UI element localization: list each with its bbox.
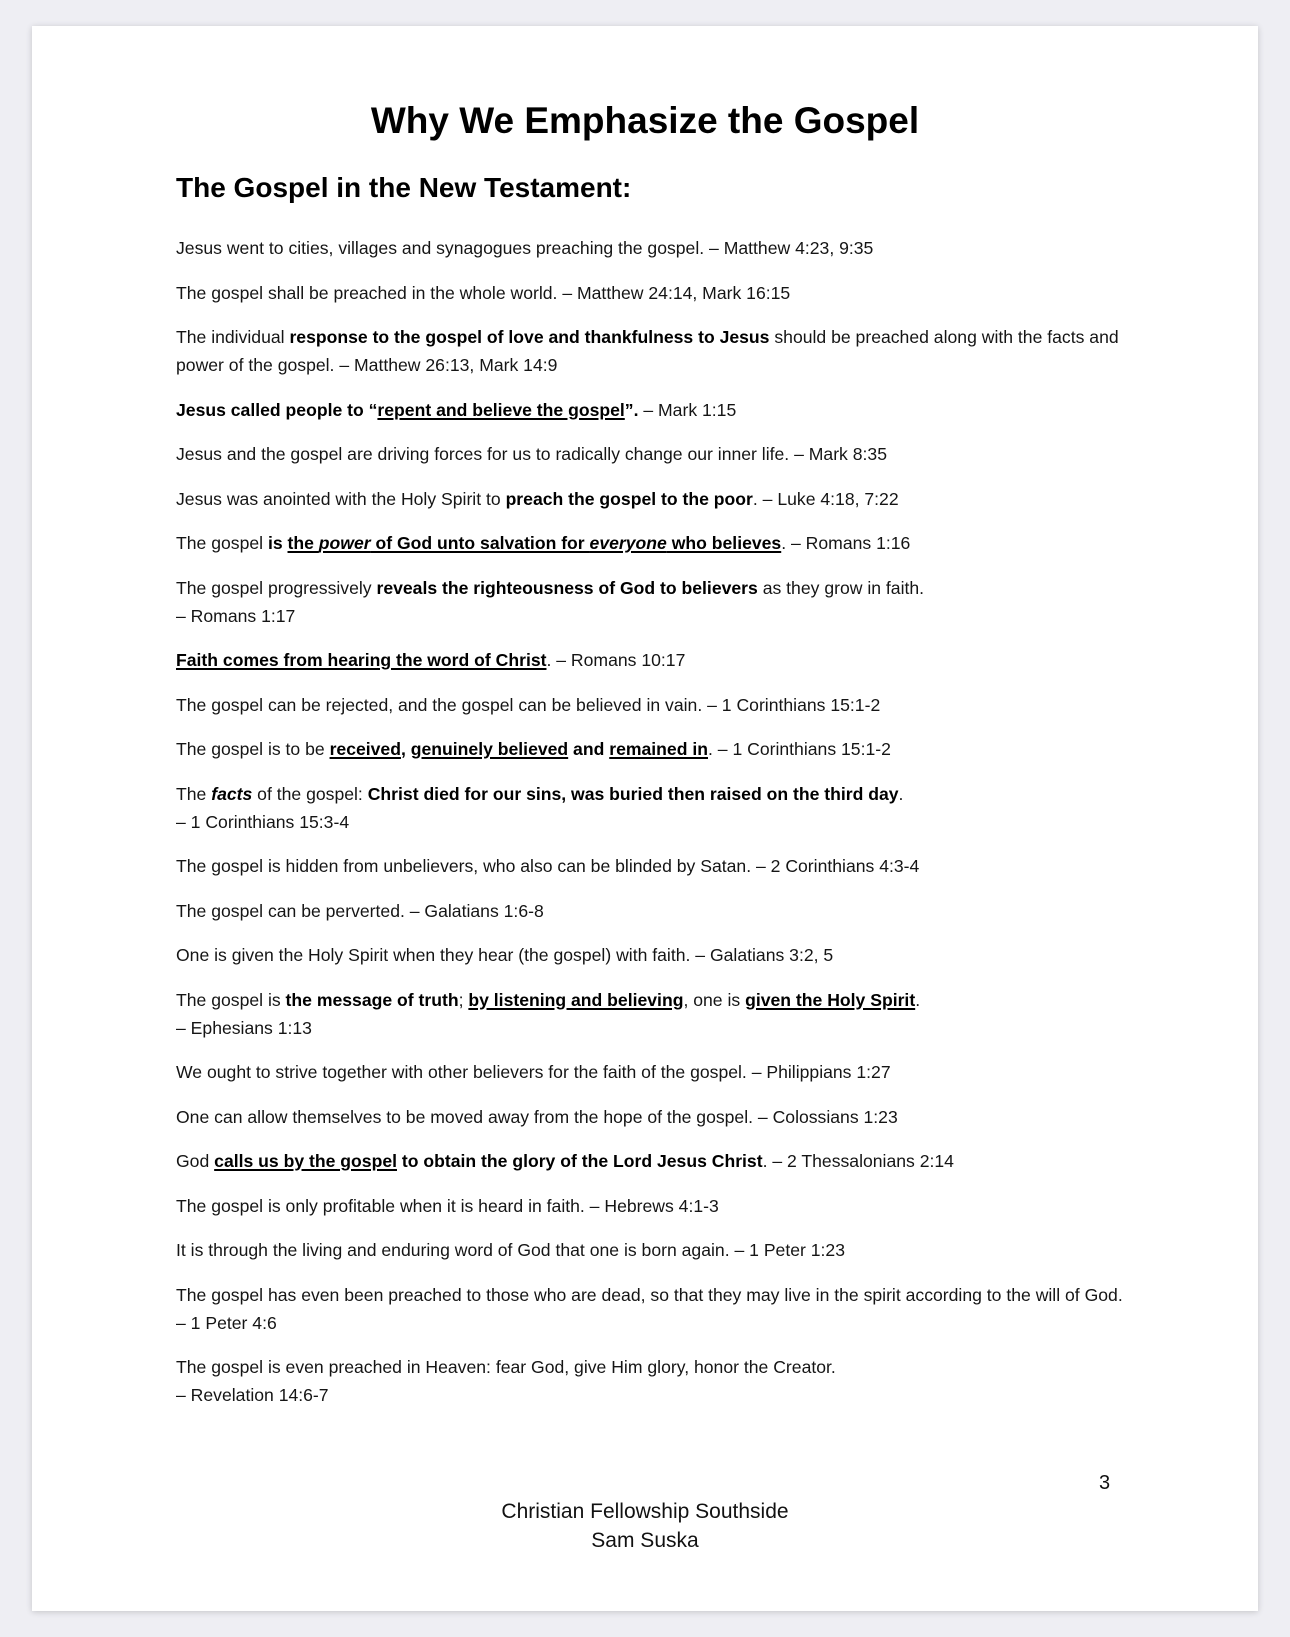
verse-emphasis: , — [400, 739, 411, 759]
verse-text: should be preached along with the facts and power of the gospel. – Matthew 26:13, Mark 14:9 — [176, 327, 1119, 375]
verse-emphasis-italic: power — [318, 533, 371, 553]
verse-text: The gospel — [176, 533, 268, 553]
verse-reference: . – Romans 10:17 — [546, 650, 686, 670]
document-title: Why We Emphasize the Gospel — [370, 100, 920, 141]
verse-text: The gospel is hidden from unbelievers, who also can be blinded by Satan. – 2 Corinthians 4:3-4 — [176, 856, 920, 876]
section-heading: The Gospel in the New Testament: — [176, 172, 632, 203]
verse-emphasis-underlined: of God unto salvation for — [370, 533, 590, 553]
verse-text: Jesus was anointed with the Holy Spirit to — [176, 488, 506, 509]
verse-text: One is given the Holy Spirit when they hear (the gospel) with faith. – Galatians 3:2, 5 — [176, 945, 834, 965]
verse-item — [176, 1192, 1126, 1220]
footer-author: Sam Suska — [591, 1529, 699, 1552]
verse-emphasis-underlined: received — [329, 739, 401, 759]
verse-item — [176, 323, 1126, 379]
verse-text: . — [898, 783, 904, 804]
verse-emphasis-underlined: remained in — [609, 739, 708, 759]
verse-item — [176, 780, 1126, 836]
verse-reference: – Mark 1:15 — [638, 399, 737, 420]
verse-emphasis-underlined: repent and believe the gospel — [377, 399, 625, 420]
verse-reference: – Ephesians 1:13 — [176, 1017, 312, 1038]
document-page — [32, 26, 1258, 1611]
verse-item — [176, 485, 1126, 513]
verse-emphasis: ”. — [624, 399, 639, 420]
verse-list — [176, 234, 1126, 1426]
verse-item — [176, 279, 1126, 307]
verse-item — [176, 440, 1126, 468]
verse-reference: – Revelation 14:6-7 — [176, 1385, 329, 1405]
verse-text: The gospel is only profitable when it is heard in faith. – Hebrews 4:1-3 — [176, 1195, 719, 1216]
verse-text: The gospel is to be — [176, 739, 330, 759]
verse-text: The gospel progressively — [176, 577, 377, 598]
verse-item — [176, 941, 1126, 969]
verse-emphasis: and — [568, 739, 610, 759]
verse-text: The — [176, 783, 212, 804]
verse-emphasis: Jesus called people to “ — [176, 399, 378, 420]
verse-emphasis: reveals the righteousness of God to believers — [376, 577, 758, 598]
verse-item — [176, 986, 1126, 1042]
verse-text: The individual — [176, 327, 290, 347]
verse-text: The gospel is — [176, 989, 286, 1010]
verse-emphasis: preach the gospel to the poor — [505, 488, 753, 509]
verse-emphasis-underlined: given the Holy Spirit — [745, 989, 916, 1010]
verse-item — [176, 735, 1126, 763]
verse-item — [176, 234, 1126, 262]
verse-item — [176, 1103, 1126, 1131]
verse-text: , one is — [683, 989, 746, 1010]
verse-text: . — [915, 989, 921, 1010]
verse-emphasis-italic: everyone — [589, 533, 667, 553]
verse-reference: . – 2 Thessalonians 2:14 — [762, 1151, 954, 1171]
verse-emphasis: Christ died for our sins, was buried then raised on the third day — [367, 783, 899, 804]
verse-item — [176, 529, 1126, 557]
verse-reference: . – Luke 4:18, 7:22 — [752, 488, 899, 509]
verse-emphasis-underlined: who believes — [666, 533, 782, 553]
verse-reference: . – Romans 1:16 — [781, 533, 911, 553]
footer-organization: Christian Fellowship Southside — [501, 1500, 789, 1523]
verse-item — [176, 1147, 1126, 1175]
verse-text: Jesus and the gospel are driving forces for us to radically change our inner life. – Mark 8:35 — [176, 444, 887, 464]
verse-emphasis-underlined: by listening and believing — [468, 989, 684, 1010]
verse-text: of the gospel: — [252, 783, 368, 804]
verse-reference: – 1 Corinthians 15:3-4 — [176, 811, 350, 832]
verse-reference: . – 1 Corinthians 15:1-2 — [708, 739, 891, 759]
verse-text: One can allow themselves to be moved away from the hope of the gospel. – Colossians 1:23 — [176, 1106, 898, 1127]
verse-text: The gospel is even preached in Heaven: fear God, give Him glory, honor the Creator. — [176, 1357, 836, 1377]
verse-emphasis: the message of truth — [285, 989, 459, 1010]
verse-emphasis-underlined: the — [287, 533, 319, 553]
verse-item — [176, 1236, 1126, 1264]
verse-emphasis: response to the gospel of love and thankfulness to Jesus — [289, 327, 770, 347]
verse-emphasis: to obtain the glory of the Lord Jesus Christ — [397, 1151, 763, 1171]
verse-emphasis-underlined: calls us by the gospel — [214, 1151, 397, 1171]
verse-item — [176, 646, 1126, 674]
page-footer — [32, 1497, 1258, 1555]
verse-text: The gospel can be rejected, and the gospel can be believed in vain. – 1 Corinthians 15:1-2 — [176, 694, 881, 715]
verse-text: It is through the living and enduring word of God that one is born again. – 1 Peter 1:23 — [176, 1240, 846, 1260]
verse-text: as they grow in faith. — [757, 577, 925, 598]
verse-emphasis-italic: facts — [211, 783, 253, 804]
verse-reference: – Romans 1:17 — [176, 605, 296, 626]
verse-text: The gospel has even been preached to those who are dead, so that they may live in the spirit according to the will of God. – 1 Peter 4:6 — [176, 1284, 1123, 1333]
verse-emphasis-underlined: Faith comes from hearing the word of Christ — [176, 650, 547, 670]
verse-text: The gospel can be perverted. – Galatians 1:6-8 — [176, 900, 544, 921]
verse-item — [176, 897, 1126, 925]
verse-item — [176, 852, 1126, 880]
verse-text: The gospel shall be preached in the whole world. – Matthew 24:14, Mark 16:15 — [176, 282, 791, 303]
verse-item — [176, 1353, 1126, 1409]
verse-item — [176, 1281, 1126, 1337]
verse-item — [176, 1058, 1126, 1086]
verse-text: We ought to strive together with other believers for the faith of the gospel. – Philippians 1:27 — [176, 1062, 891, 1082]
verse-text: Jesus went to cities, villages and synagogues preaching the gospel. – Matthew 4:23, 9:35 — [176, 238, 874, 258]
verse-item — [176, 574, 1126, 630]
verse-emphasis: is — [267, 533, 288, 553]
page-number: 3 — [1099, 1472, 1111, 1494]
verse-item — [176, 396, 1126, 424]
verse-text: ; — [458, 989, 469, 1010]
verse-emphasis-underlined: genuinely believed — [410, 739, 569, 759]
verse-text: God — [176, 1151, 215, 1171]
verse-item — [176, 691, 1126, 719]
